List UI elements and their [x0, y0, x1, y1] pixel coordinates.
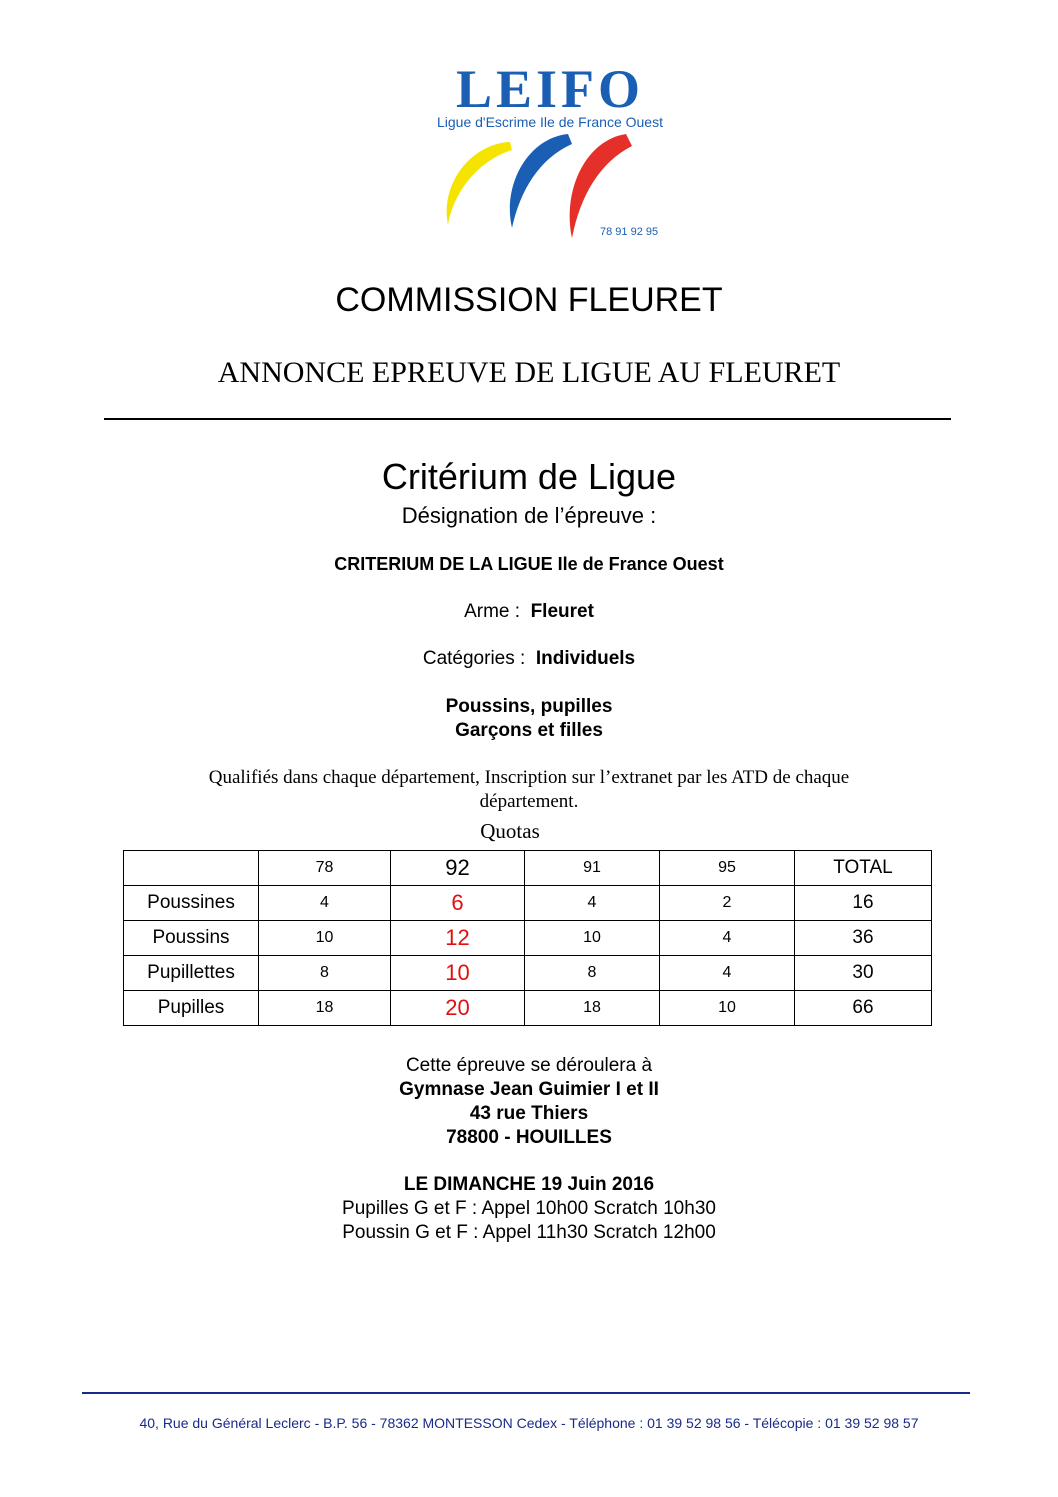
table-cell: 8 [525, 956, 660, 991]
column-header: 92 [391, 851, 525, 886]
weapon-value: Fleuret [530, 601, 594, 622]
table-cell: 10 [259, 921, 391, 956]
logo-yellow-swoosh [447, 142, 512, 225]
announcement-title: ANNONCE EPREUVE DE LIGUE AU FLEURET [217, 356, 841, 389]
row-label: Pupillettes [124, 956, 259, 991]
category-line [0, 647, 1058, 671]
table-row [124, 921, 932, 956]
total-cell: 30 [795, 956, 932, 991]
table-corner-cell [124, 851, 259, 886]
category-value: Individuels [535, 648, 636, 669]
table-cell: 8 [259, 956, 391, 991]
table-cell-highlight: 12 [391, 921, 525, 956]
groups-line-1: Poussins, pupilles [445, 696, 613, 717]
table-cell: 10 [525, 921, 660, 956]
table-cell-highlight: 10 [391, 956, 525, 991]
logo-tagline: Ligue d'Escrime Ile de France Ouest [436, 114, 663, 130]
row-label: Poussines [124, 886, 259, 921]
logo-wordmark: LEIFO [455, 59, 645, 119]
table-cell: 18 [525, 991, 660, 1026]
table-cell: 18 [259, 991, 391, 1026]
table-header-row [124, 851, 932, 886]
table-cell: 4 [259, 886, 391, 921]
qualification-line-1: Qualifiés dans chaque département, Inscription sur l’extranet par les ATD de chaque [208, 767, 850, 788]
footer-divider [82, 1392, 970, 1394]
qualification-line-2: département. [479, 791, 579, 812]
venue-city: 78800 - HOUILLES [446, 1127, 612, 1148]
logo-blue-swoosh [510, 134, 572, 228]
table-row [124, 991, 932, 1026]
venue-street: 43 rue Thiers [469, 1103, 589, 1124]
title-divider [104, 418, 951, 420]
weapon-line [0, 600, 1058, 624]
table-cell-highlight: 20 [391, 991, 525, 1026]
table-cell: 4 [660, 956, 795, 991]
total-cell: 36 [795, 921, 932, 956]
event-designation: CRITERIUM DE LA LIGUE Ile de France Ouest [334, 554, 724, 574]
table-cell: 4 [660, 921, 795, 956]
venue-name: Gymnase Jean Guimier I et II [399, 1079, 659, 1100]
column-header: TOTAL [795, 851, 932, 886]
schedule-pupilles: Pupilles G et F : Appel 10h00 Scratch 10h30 [342, 1198, 716, 1219]
column-header: 91 [525, 851, 660, 886]
event-date: LE DIMANCHE 19 Juin 2016 [403, 1174, 655, 1195]
table-cell: 10 [660, 991, 795, 1026]
schedule-poussin: Poussin G et F : Appel 11h30 Scratch 12h00 [342, 1222, 716, 1243]
weapon-label: Arme : [464, 601, 521, 622]
table-row [124, 886, 932, 921]
category-label: Catégories : [422, 648, 526, 669]
table-row [124, 956, 932, 991]
logo-red-swoosh [570, 134, 632, 238]
table-cell: 4 [525, 886, 660, 921]
venue-intro: Cette épreuve se déroulera à [405, 1055, 653, 1076]
commission-title: COMMISSION FLEURET [335, 281, 723, 319]
row-label: Pupilles [124, 991, 259, 1026]
groups-line-2: Garçons et filles [455, 720, 603, 741]
total-cell: 16 [795, 886, 932, 921]
total-cell: 66 [795, 991, 932, 1026]
event-name: Critérium de Ligue [381, 456, 677, 497]
column-header: 78 [259, 851, 391, 886]
row-label: Poussins [124, 921, 259, 956]
footer-address: 40, Rue du Général Leclerc - B.P. 56 - 78362 MONTESSON Cedex - Téléphone : 01 39 52 98 56 - Télécopie : 01 39 52 98 57 [139, 1415, 919, 1431]
table-cell-highlight: 6 [391, 886, 525, 921]
table-cell: 2 [660, 886, 795, 921]
quotas-title: Quotas [480, 819, 540, 843]
column-header: 95 [660, 851, 795, 886]
designation-label: Désignation de l’épreuve : [401, 503, 657, 528]
logo-department-numbers: 78 91 92 95 [600, 226, 659, 238]
quota-table [123, 850, 932, 1026]
